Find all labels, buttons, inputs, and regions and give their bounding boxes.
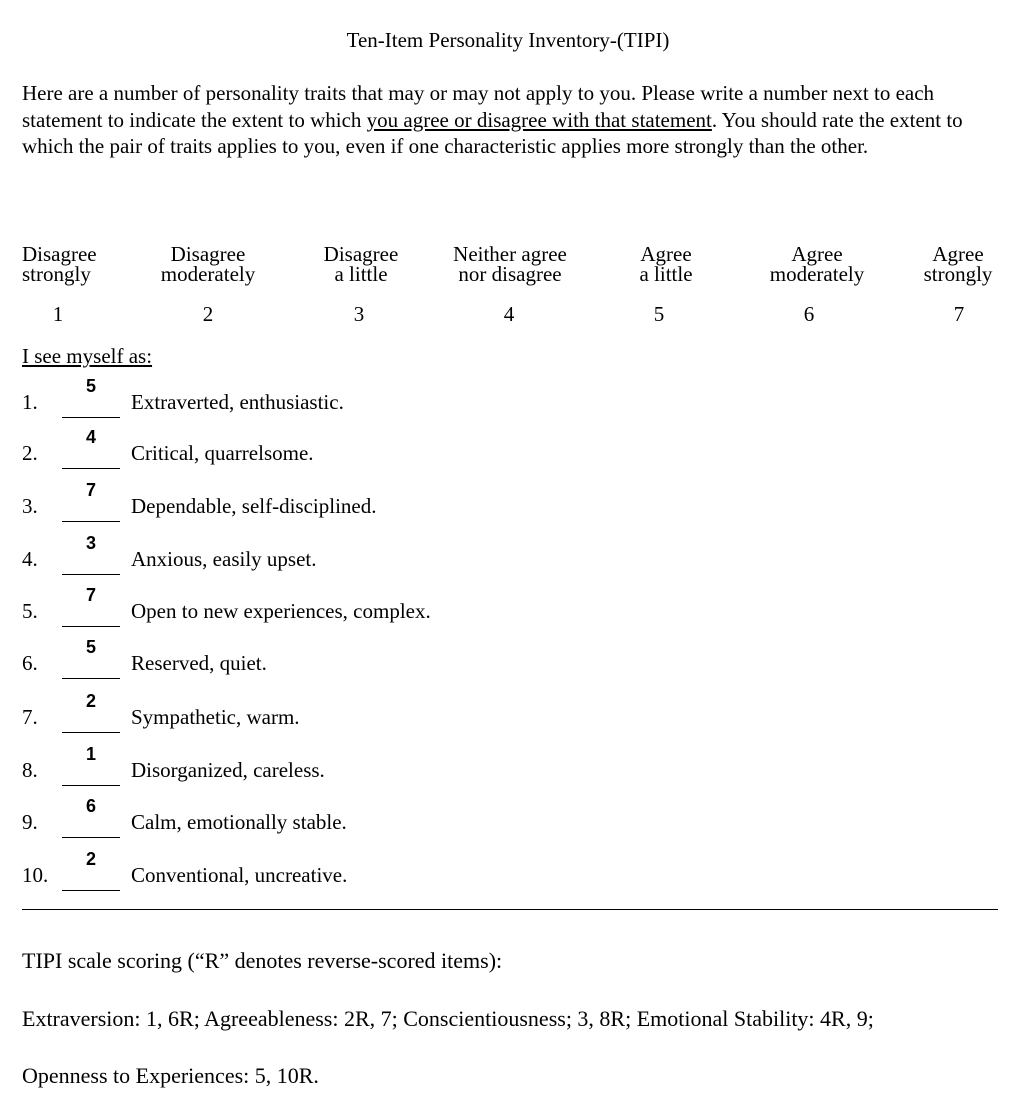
- answer-value: 2: [85, 849, 96, 869]
- instructions-underlined-text: you agree or disagree with that statement: [366, 107, 712, 132]
- scale-label-1: [22, 244, 97, 284]
- scale-label-line: Neither agree: [453, 242, 567, 266]
- instructions-paragraph: [22, 80, 1002, 160]
- answer-value: 3: [85, 533, 96, 553]
- item-number: 3.: [22, 494, 38, 518]
- scale-label-line: strongly: [923, 262, 993, 286]
- scale-value-7: 7: [953, 302, 965, 326]
- scale-label-3: [311, 244, 411, 284]
- item-number: 4.: [22, 547, 38, 571]
- scale-value-6: 6: [803, 302, 815, 326]
- item-text: Open to new experiences, complex.: [131, 599, 431, 623]
- scale-label-5: [616, 244, 716, 284]
- scale-label-line: Disagree: [323, 242, 399, 266]
- item-text: Dependable, self-disciplined.: [131, 494, 377, 518]
- scale-label-6: [754, 244, 880, 284]
- scale-label-line: Agree: [932, 242, 984, 266]
- scoring-line: Extraversion: 1, 6R; Agreeableness: 2R, 7; Conscientiousness; 3, 8R; Emotional Stability: 4R, 9;: [22, 1006, 874, 1031]
- scale-value-4: 4: [503, 302, 515, 326]
- scale-label-2: [152, 244, 264, 284]
- scale-label-line: a little: [639, 262, 693, 286]
- document-title: Ten-Item Personality Inventory-(TIPI): [346, 28, 670, 52]
- answer-value: 2: [85, 691, 96, 711]
- answer-value: 7: [85, 480, 96, 500]
- scale-value-2: 2: [202, 302, 214, 326]
- answer-value: 7: [85, 585, 96, 605]
- item-text: Critical, quarrelsome.: [131, 441, 314, 465]
- scale-value-5: 5: [653, 302, 665, 326]
- item-text: Extraverted, enthusiastic.: [131, 390, 344, 414]
- scale-label-line: Disagree: [22, 242, 97, 266]
- answer-value: 1: [85, 744, 96, 764]
- item-text: Reserved, quiet.: [131, 651, 267, 675]
- item-number: 6.: [22, 651, 38, 675]
- instructions-text-end: . You should rate the extent to which the pair of traits applies to you, even if one characteristic applies more strongly than the other.: [22, 107, 963, 158]
- instructions-text-start: Here are a number of personality traits that may or may not apply to you. Please write a number next to each statement to indicate the extent to which: [22, 81, 935, 132]
- scoring-line: Openness to Experiences: 5, 10R.: [22, 1063, 319, 1088]
- scale-label-line: moderately: [160, 262, 256, 286]
- item-text: Conventional, uncreative.: [131, 863, 348, 887]
- scoring-heading: TIPI scale scoring (“R” denotes reverse-scored items):: [22, 948, 503, 973]
- scale-label-line: moderately: [769, 262, 865, 286]
- scale-label-line: nor disagree: [458, 262, 562, 286]
- item-number: 10.: [22, 863, 49, 887]
- answer-value: 4: [85, 427, 96, 447]
- item-number: 2.: [22, 441, 38, 465]
- scale-label-line: a little: [334, 262, 388, 286]
- scale-label-7: [908, 244, 1008, 284]
- item-number: 8.: [22, 758, 38, 782]
- scale-label-line: Agree: [640, 242, 692, 266]
- item-text: Calm, emotionally stable.: [131, 810, 347, 834]
- scale-label-line: strongly: [22, 262, 91, 286]
- answer-value: 5: [85, 376, 96, 396]
- item-number: 7.: [22, 705, 38, 729]
- scale-label-line: Agree: [791, 242, 843, 266]
- item-number: 1.: [22, 390, 38, 414]
- scale-value-1: 1: [52, 302, 64, 326]
- scale-label-line: Disagree: [170, 242, 246, 266]
- item-text: Anxious, easily upset.: [131, 547, 317, 571]
- divider: [22, 909, 998, 910]
- prompt-label: I see myself as:: [22, 344, 153, 368]
- answer-value: 5: [85, 637, 96, 657]
- item-text: Disorganized, careless.: [131, 758, 325, 782]
- answer-value: 6: [85, 796, 96, 816]
- scale-label-4: [440, 244, 580, 284]
- item-number: 9.: [22, 810, 38, 834]
- item-number: 5.: [22, 599, 38, 623]
- scale-value-3: 3: [353, 302, 365, 326]
- item-text: Sympathetic, warm.: [131, 705, 300, 729]
